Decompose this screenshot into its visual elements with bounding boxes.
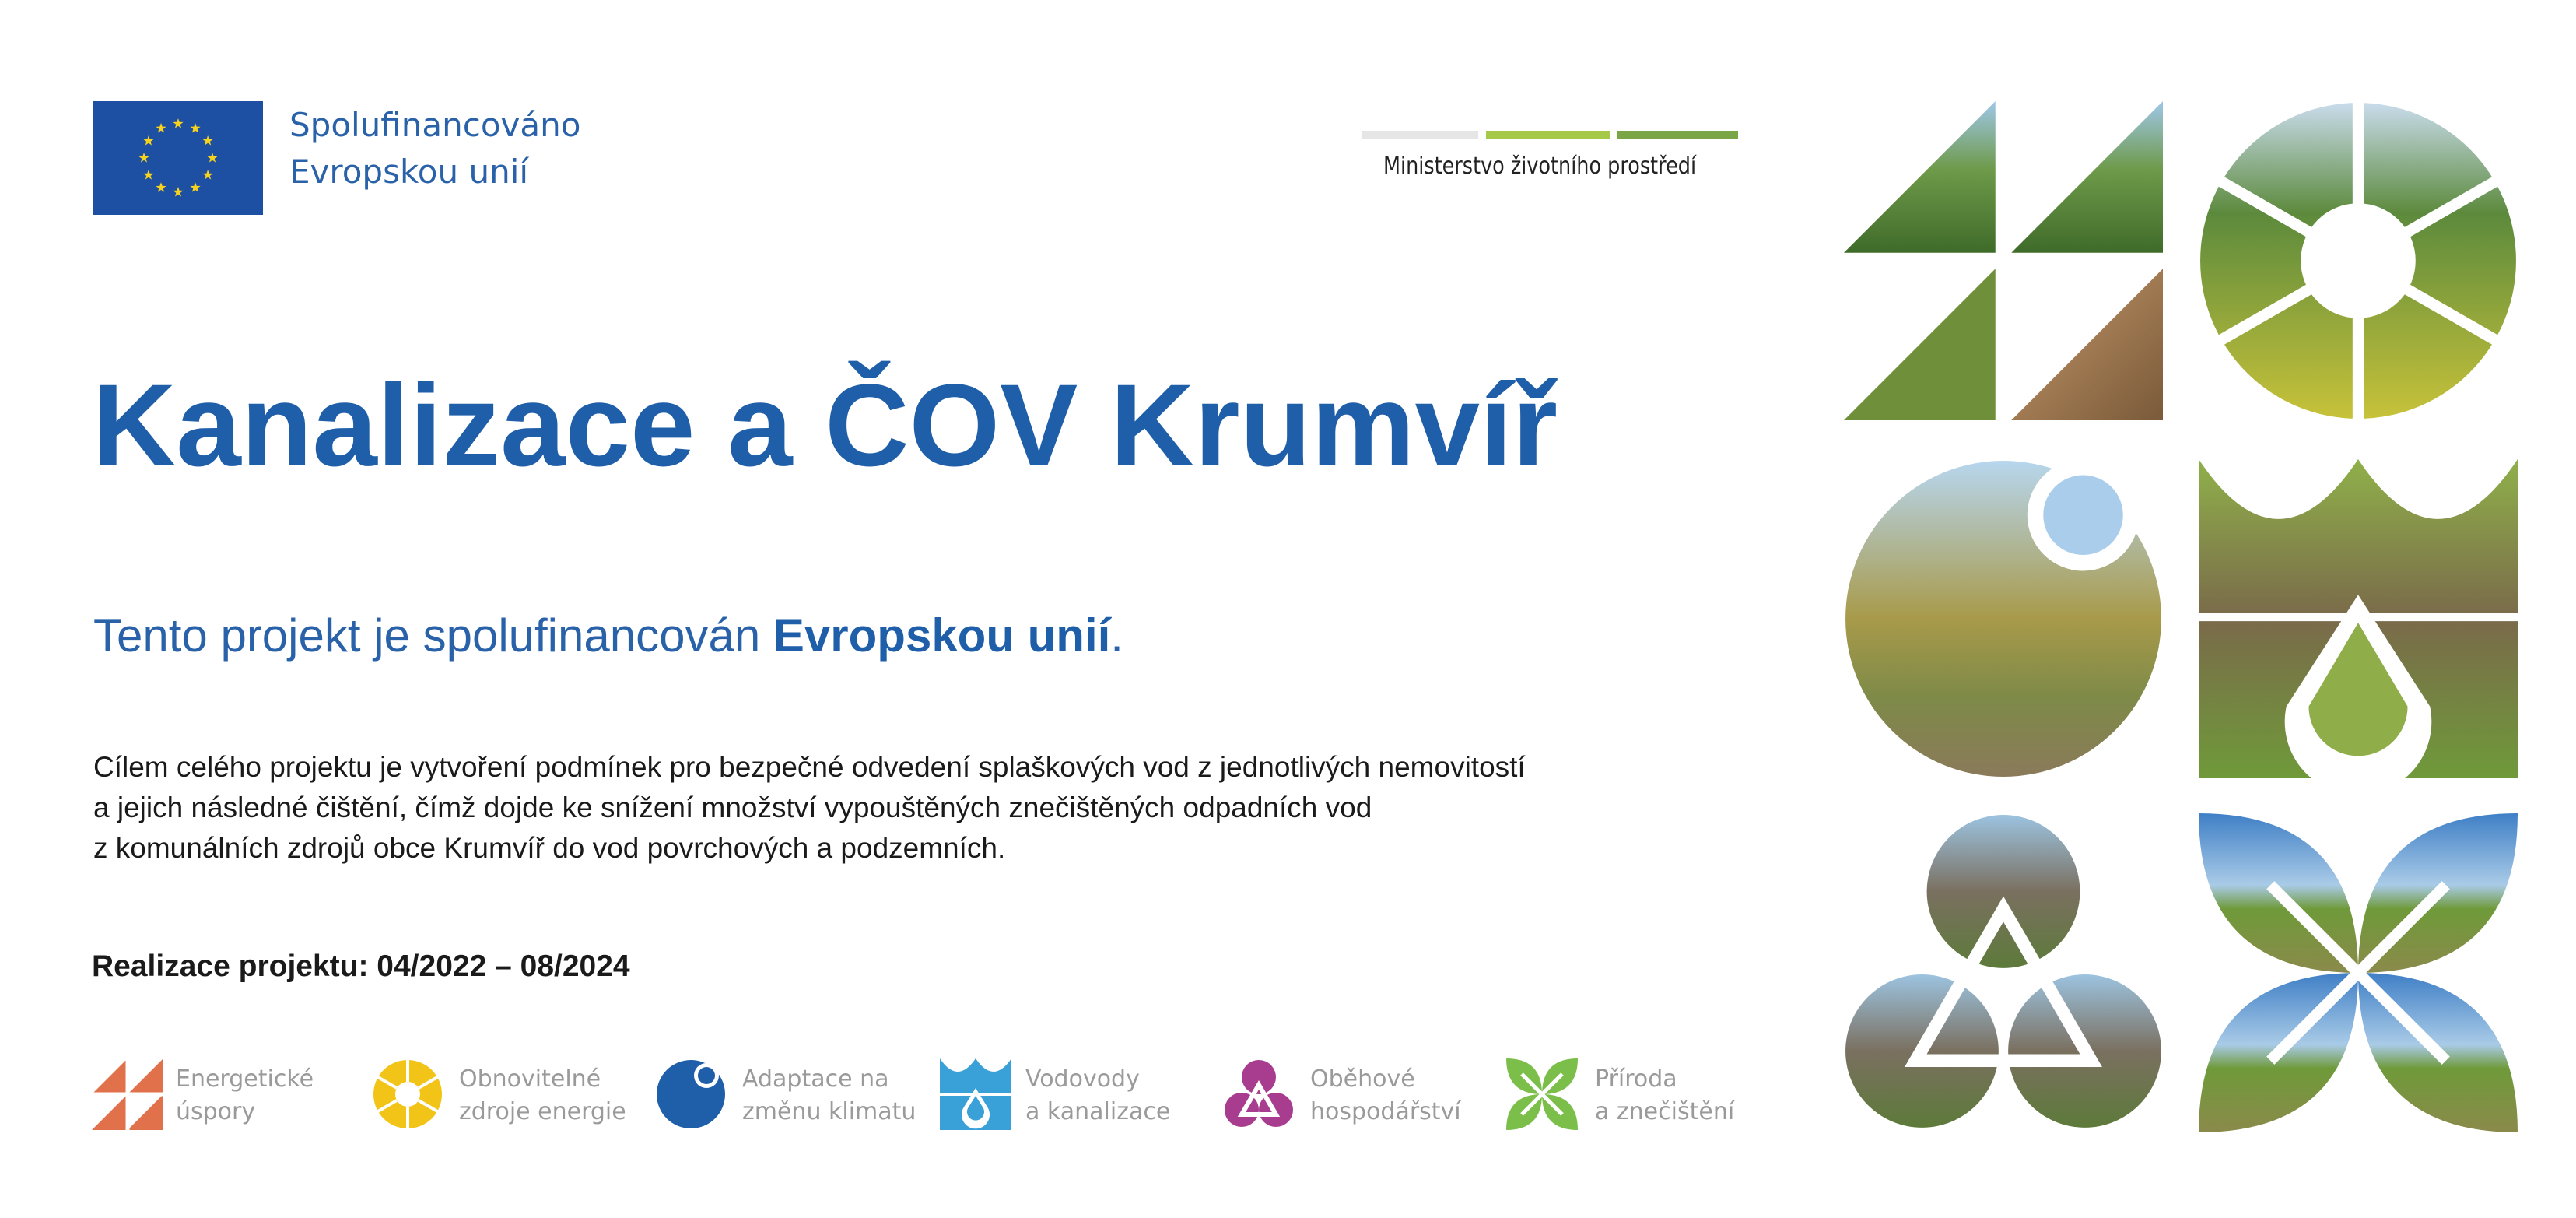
triangles-forest-icon [1844,101,2163,420]
nature-pollution-icon [1506,1058,1578,1130]
energy-savings-icon [92,1058,163,1130]
project-description [93,747,1766,869]
subtitle-suffix: . [1110,609,1123,662]
eu-flag-icon [93,101,263,215]
category-label [176,1063,314,1128]
leaves-cross-icon [2199,813,2518,1132]
category-label [1025,1063,1170,1128]
category-label [459,1063,626,1128]
description-line: a jejich následné čištění, čímž dojde ke snížení množství vypouštěných znečištěných odpadních vod [93,792,1372,823]
category-label [1595,1063,1734,1128]
eu-cofinanced-line1: Spolufinancováno [289,106,581,144]
realization-period: Realizace projektu: 04/2022 – 08/2024 [92,949,630,983]
ministry-logo-bars [1362,129,1738,140]
circular-economy-icon [1223,1058,1295,1130]
category-label-line1: Vodovody [1025,1065,1140,1093]
subtitle-prefix: Tento projekt je spolufinancován [93,609,773,662]
eu-cofinanced-line2: Evropskou unií [289,153,529,191]
sun-meadow-icon [2199,101,2518,420]
triangle-circles-icon [1844,813,2163,1132]
category-label-line2: zdroje energie [459,1098,626,1125]
category-label-line2: změnu klimatu [742,1098,916,1125]
category-label [1310,1063,1461,1128]
description-line: Cílem celého projektu je vytvoření podmínek pro bezpečné odvedení splaškových vod z jednotlivých nemovitostí [93,751,1526,783]
subtitle-emphasis: Evropskou unií [773,609,1111,662]
category-label-line2: a znečištění [1595,1098,1735,1125]
category-label-line2: hospodářství [1310,1098,1461,1125]
category-label-line1: Oběhové [1310,1065,1415,1093]
circle-lake-icon [1844,459,2163,778]
climate-adaptation-icon [655,1058,727,1130]
page-title: Kanalizace a ČOV Krumvíř [92,360,1558,490]
renewable-energy-icon [372,1058,443,1130]
category-label-line2: a kanalizace [1025,1098,1171,1125]
subtitle [93,609,1123,662]
water-sewerage-icon [940,1058,1011,1130]
water-drop-stream-icon [2199,459,2518,778]
category-label-line1: Adaptace na [742,1065,889,1093]
description-line: z komunálních zdrojů obce Krumvíř do vod povrchových a podzemních. [93,832,1006,864]
category-label-line2: úspory [176,1098,256,1125]
ministry-name: Ministerstvo životního prostředí [1383,153,1697,180]
category-label-line1: Energetické [176,1065,314,1093]
category-label-line1: Příroda [1595,1065,1677,1093]
category-label-line1: Obnovitelné [459,1065,601,1093]
category-label [742,1063,916,1128]
